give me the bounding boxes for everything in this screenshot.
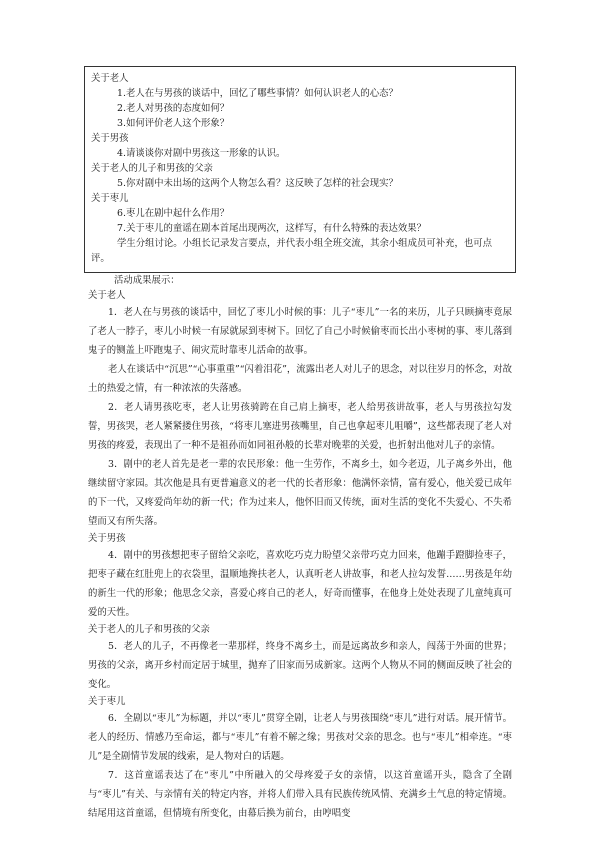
result-section-title: 关于男孩	[88, 533, 126, 544]
question-section-title: 关于枣儿	[91, 193, 129, 204]
result-section-son-and-father	[88, 622, 512, 694]
result-paragraph: 3．剧中的老人首先是老一辈的农民形象：他一生劳作，不离乡土，如今老迈，儿子离乡外出，他继续留守家园。其次他是具有更普遍意义的老一代的长者形象：他满怀亲情，富有爱心，他关爱已成年的下一代，又疼爱尚年幼的新一代；作为过来人，他怀旧而又传统，面对生活的变化不失爱心、不失希望而又有所失落。	[88, 459, 512, 527]
question-item: 6.枣儿在剧中起什么作用？	[117, 208, 230, 219]
result-section-title: 关于枣儿	[88, 696, 126, 707]
question-section-title: 关于老人	[91, 73, 129, 84]
discussion-questions-box	[84, 66, 516, 273]
result-section-jujube	[88, 694, 512, 823]
question-section-jujube	[91, 191, 509, 236]
question-section-boy	[91, 131, 509, 161]
question-section-title: 关于男孩	[91, 133, 129, 144]
result-paragraph: 7．这首童谣表达了在“枣儿”中所融入的父母疼爱子女的亲情，以这首童谣开头，隐含了全剧与“枣儿”有关、与亲情有关的特定内容，并将人们带入具有民族传统风情、充满乡土气息的特定情境。结尾用这首童谣，但情境有所变化，由幕后换为前台，由哼唱变	[88, 770, 512, 819]
result-paragraph: 2．老人请男孩吃枣，老人让男孩骑跨在自己肩上摘枣，老人给男孩讲故事，老人与男孩拉勾发誓，男孩哭，老人紧紧搂住男孩，“将枣儿塞进男孩嘴里，自己也拿起枣儿咀嚼”，这些都表现了老人对男孩的疼爱，表现出了一种不是祖孙而如同祖孙般的长辈对晚辈的关爱，也折射出他对儿子的亲情。	[88, 402, 512, 451]
result-paragraph: 6．全剧以“枣儿”为标题，并以“枣儿”贯穿全剧，让老人与男孩围绕“枣儿”进行对话。展开情节。老人的经历、情感乃至命运，都与“枣儿”有着不解之缘；男孩对父亲的思念。也与“枣儿”相牵连。“枣儿”是全剧情节发展的线索，是人物对白的话题。	[88, 713, 512, 762]
result-section-title: 关于老人	[88, 290, 126, 301]
result-section-old-man	[88, 288, 512, 531]
question-item: 5.你对剧中未出场的这两个人物怎么看？这反映了怎样的社会现实？	[117, 178, 398, 189]
question-item: 1.老人在与男孩的谈话中，回忆了哪些事情？如何认识老人的心态？	[117, 88, 398, 99]
question-section-title: 关于老人的儿子和男孩的父亲	[91, 163, 213, 174]
result-paragraph: 1．老人在与男孩的谈话中，回忆了枣儿小时候的事：儿子“枣儿”一名的来历，儿子只顾摘枣竟尿了老人一脖子，枣儿小时候一有尿就尿到枣树下。回忆了自己小时候偷枣而长出小枣树的事、枣儿落到鬼子的铡盖上吓跑鬼子、闹灾荒时靠枣儿活命的故事。	[88, 307, 512, 356]
question-item: 4.请谈谈你对剧中男孩这一形象的认识。	[117, 148, 286, 159]
result-paragraph: 4．剧中的男孩想把枣子留给父亲吃，喜欢吃巧克力盼望父亲带巧克力回来，他蹦手蹬脚捡枣子，把枣子藏在红肚兜上的衣袋里，温顺地搀扶老人，认真听老人讲故事，和老人拉勾发誓……男孩是年幼的新生一代的形象；他思念父亲，喜爱心疼自己的老人，好奇而懂事，在他身上处处表现了儿童纯真可爱的天性。	[88, 550, 512, 618]
result-paragraph: 5．老人的儿子，不再像老一辈那样，终身不离乡土，而是远离故乡和亲人，闯荡于外面的世界；男孩的父亲，离开乡村而定居于城里，抛弃了旧家而另成新家。这两个人物从不同的侧面反映了社会的变化。	[88, 641, 512, 690]
result-paragraph: 老人在谈话中“沉思”“心事重重”“闪着泪花”，流露出老人对儿子的思念，对以往岁月的怀念，对故土的热爱之情，有一种浓浓的失落感。	[88, 364, 512, 394]
result-section-boy	[88, 531, 512, 622]
question-item: 2.老人对男孩的态度如何？	[117, 103, 230, 114]
question-section-old-man	[91, 71, 509, 131]
question-section-son-and-father	[91, 161, 509, 191]
discussion-instruction: 学生分组讨论。小组长记录发言要点，并代表小组全班交流，其余小组成员可补充，也可点评。	[91, 238, 493, 264]
results-intro: 活动成果展示：	[114, 275, 180, 286]
question-item: 7.关于枣儿的童谣在剧本首尾出现两次，这样写，有什么特殊的表达效果？	[117, 223, 426, 234]
result-section-title: 关于老人的儿子和男孩的父亲	[88, 624, 210, 635]
activity-results	[84, 273, 516, 823]
document-page	[84, 66, 516, 823]
question-item: 3.如何评价老人这个形象？	[117, 118, 230, 129]
